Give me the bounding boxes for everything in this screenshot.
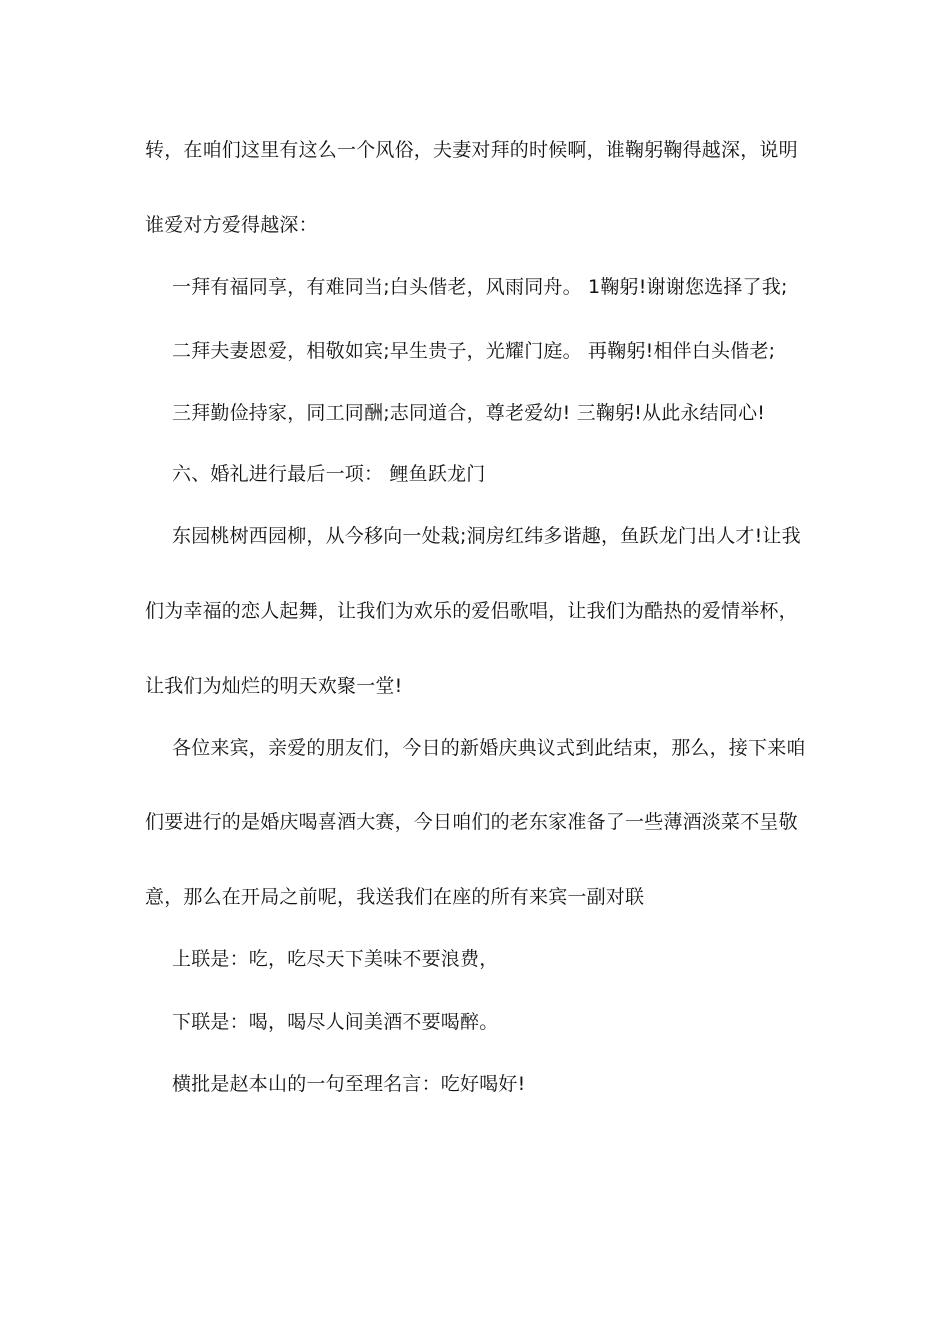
couplet-upper: 上联是：吃，吃尽天下美味不要浪费，	[172, 948, 499, 970]
text-line: 三拜勤俭持家，同工同酬;志同道合，尊老爱幼! 三鞠躬!从此永结同心!	[172, 402, 766, 424]
section-heading: 六、婚礼进行最后一项： 鲤鱼跃龙门	[172, 463, 486, 485]
text-line: 谁爱对方爱得越深：	[145, 214, 318, 236]
text-line: 转，在咱们这里有这么一个风俗，夫妻对拜的时候啊，谁鞠躬鞠得越深，说明	[145, 139, 798, 161]
text-line: 们要进行的是婚庆喝喜酒大赛，今日咱们的老东家准备了一些薄酒淡菜不呈敬	[145, 811, 798, 833]
couplet-lower: 下联是：喝，喝尽人间美酒不要喝醉。	[172, 1011, 499, 1033]
text-line: 让我们为灿烂的明天欢聚一堂!	[145, 675, 403, 697]
text-line: 一拜有福同享，有难同当;白头偕老，风雨同舟。 1鞠躬!谢谢您选择了我;	[172, 276, 788, 298]
text-line: 意，那么在开局之前呢，我送我们在座的所有来宾一副对联	[145, 886, 645, 908]
text-line: 二拜夫妻恩爱，相敬如宾;早生贵子，光耀门庭。 再鞠躬!相伴白头偕老;	[172, 340, 776, 362]
couplet-horizontal: 横批是赵本山的一句至理名言：吃好喝好!	[172, 1073, 526, 1095]
text-line: 各位来宾，亲爱的朋友们，今日的新婚庆典议式到此结束，那么，接下来咱	[172, 737, 806, 759]
text-line: 东园桃树西园柳，从今移向一处栽;洞房红纬多谐趣，鱼跃龙门出人才!让我	[172, 525, 801, 547]
text-line: 们为幸福的恋人起舞，让我们为欢乐的爱侣歌唱，让我们为酷热的爱情举杯，	[145, 600, 798, 622]
